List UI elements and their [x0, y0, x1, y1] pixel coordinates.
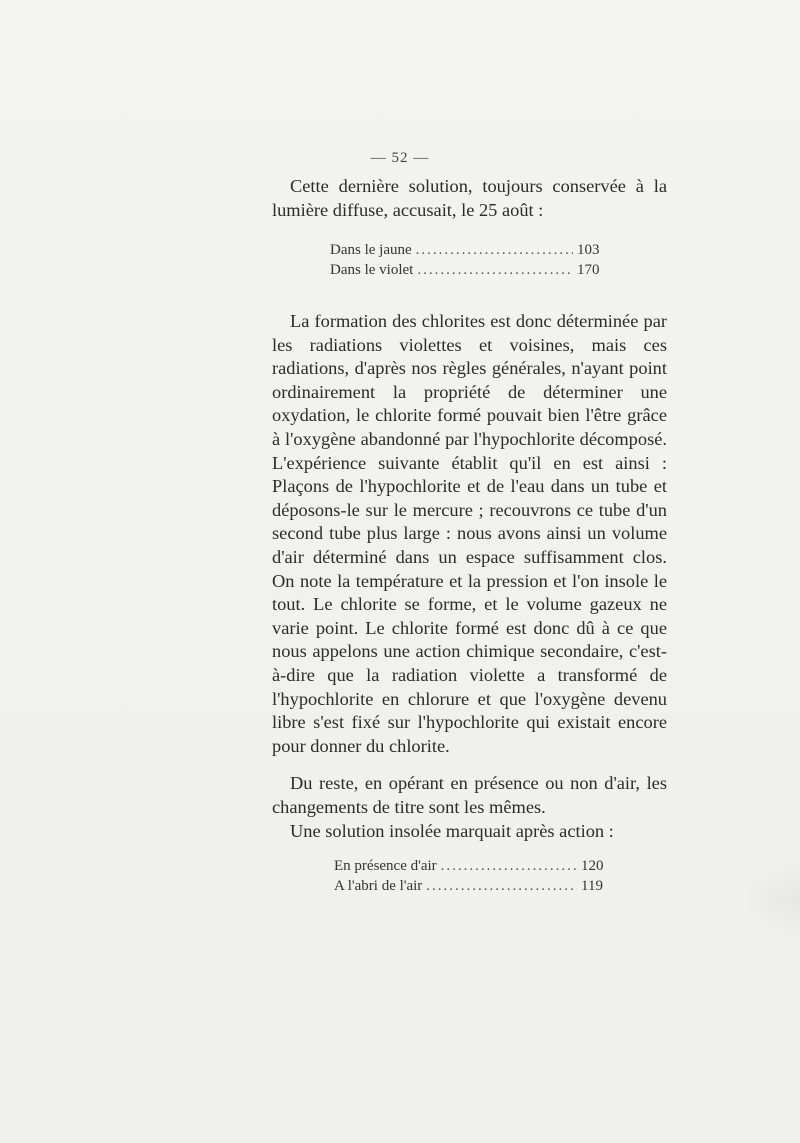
row-value: 103	[577, 242, 600, 258]
row-label: En présence d'air	[334, 858, 437, 874]
leader-dots	[426, 878, 577, 895]
row-value: 170	[577, 262, 600, 278]
leader-dots	[441, 858, 577, 875]
measurements-table-1	[330, 242, 613, 282]
paragraph-2: La formation des chlorites est donc déterminée par les radiations violettes et voisines, mais ces radiations, d'après nos règles générales, n'ayant point ordinairement la propriété de déterminer une oxydation, le chlorite formé pouvait bien l'être grâce à l'oxygène abandonné par l'hypochlorite décomposé. L'expérience suivante établit qu'il en est ainsi : Plaçons de l'hypochlorite et de l'eau dans un tube et déposons-le sur le mercure ; recouvrons ce tube d'un second tube plus large : nous avons ainsi un volume d'air déterminé dans un espace suffisamment clos. On note la température et la pression et l'on insole le tout. Le chlorite se forme, et le volume gazeux ne varie point. Le chlorite formé est donc dû à ce que nous appelons une action chimique secondaire, c'est-à-dire que la radiation violette a transformé de l'hypochlorite en chlorure et que l'oxygène devenu libre s'est fixé sur l'hypochlorite qui existait encore pour donner du chlorite.	[272, 311, 667, 756]
measurements-table-2	[334, 858, 617, 898]
paragraph-4-block	[272, 820, 667, 844]
table-row	[330, 262, 613, 282]
table-row	[330, 242, 613, 262]
table-row	[334, 878, 617, 898]
leader-dots	[416, 242, 573, 259]
paragraph-3: Du reste, en opérant en présence ou non d'air, les changements de titre sont les mêmes.	[272, 773, 667, 817]
paragraph-2-block	[272, 310, 667, 758]
page-smudge	[740, 860, 800, 940]
leader-dots	[417, 262, 573, 279]
row-value: 120	[581, 858, 604, 874]
paragraph-1-block	[272, 175, 667, 222]
paragraph-4: Une solution insolée marquait après action :	[290, 821, 614, 841]
paragraph-3-block	[272, 772, 667, 819]
table-row	[334, 858, 617, 878]
row-label: Dans le jaune	[330, 242, 412, 258]
row-value: 119	[581, 878, 603, 894]
row-label: Dans le violet	[330, 262, 414, 278]
row-label: A l'abri de l'air	[334, 878, 423, 894]
page-number: — 52 —	[370, 150, 430, 166]
paragraph-1: Cette dernière solution, toujours conservée à la lumière diffuse, accusait, le 25 août :	[272, 176, 667, 220]
